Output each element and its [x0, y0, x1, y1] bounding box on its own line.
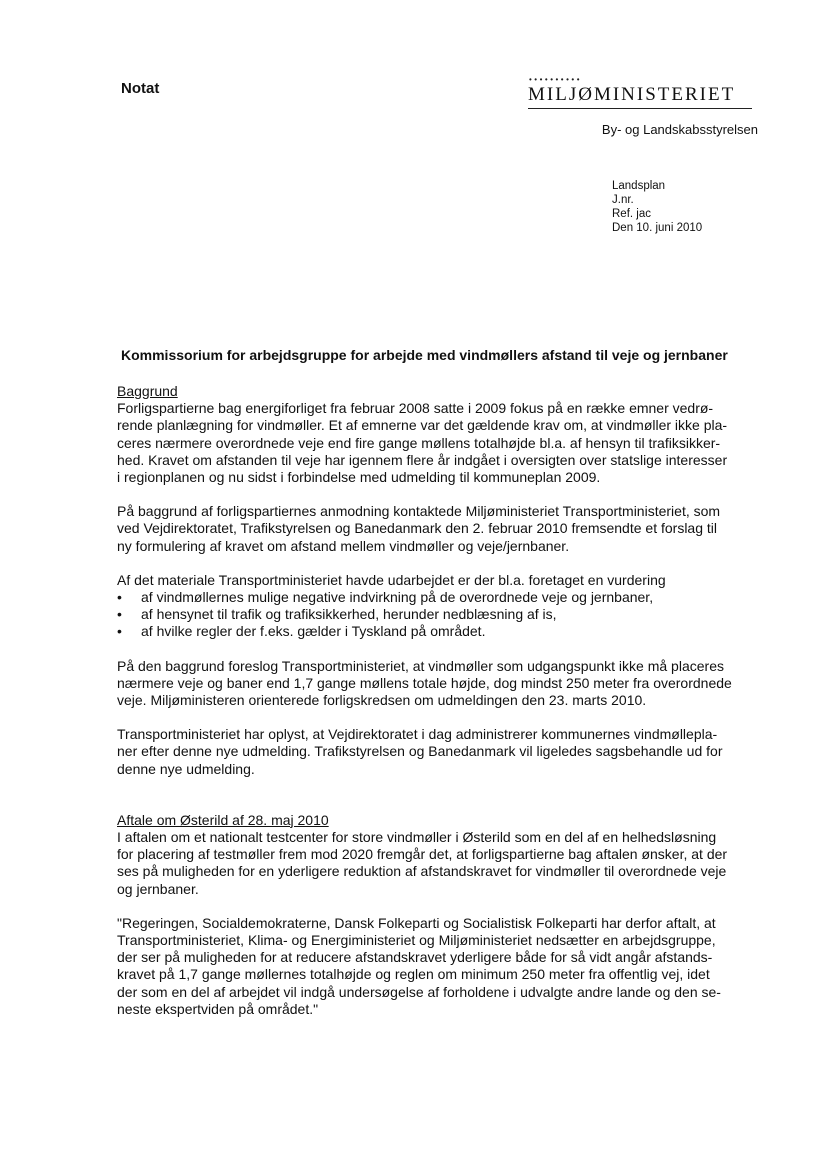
meta-ref: Ref. jac [612, 208, 651, 220]
text-line: I aftalen om et nationalt testcenter for store vindmøller i Østerild som en del af en helhedsløsning [117, 829, 717, 846]
text-line: ner efter denne nye udmelding. Trafikstyrelsen og Banedanmark vil ligeledes sagsbehandle ud for [117, 743, 723, 760]
quote-paragraph [117, 915, 767, 1018]
meta-jnr: J.nr. [612, 194, 634, 206]
text-line: Transportministeriet, Klima- og Energiministeriet og Miljøministeriet nedsætter en arbejdsgruppe, [117, 932, 716, 949]
paragraph-administration [117, 726, 767, 778]
text-line: ny formulering af kravet om afstand mellem vindmøller og veje/jernbaner. [117, 537, 570, 554]
text-line: denne nye udmelding. [117, 760, 255, 777]
ministry-logo [528, 76, 754, 109]
bullet-icon: • [117, 623, 122, 640]
list-item: • af vindmøllernes mulige negative indvirkning på de overordnede veje og jernbaner, [117, 589, 654, 606]
document-title: Kommissorium for arbejdsgruppe for arbejde med vindmøllers afstand til veje og jernbaner [121, 347, 728, 363]
text-line: Forligspartierne bag energiforliget fra februar 2008 satte i 2009 fokus på en række emner vedrø- [117, 400, 714, 417]
logo-text: MILJØMINISTERIET [528, 84, 736, 105]
paragraph-baggrund [117, 400, 767, 486]
text-line: for placering af testmøller frem mod 2020 fremgår det, at forligspartierne bag aftalen ønsker, at der [117, 846, 728, 863]
text-line: neste ekspertviden på området." [117, 1000, 319, 1017]
text-line: "Regeringen, Socialdemokraterne, Dansk Folkeparti og Socialistisk Folkeparti har derfor aftalt, at [117, 914, 716, 931]
paragraph-aftale [117, 829, 767, 898]
agency-name: By- og Landskabsstyrelsen [601, 122, 758, 137]
paragraph-anmodning [117, 503, 767, 555]
list-item: • af hensynet til trafik og trafiksikkerhed, herunder nedblæsning af is, [117, 606, 557, 623]
list-item: • af hvilke regler der f.eks. gælder i Tyskland på området. [117, 623, 486, 640]
text-line: hed. Kravet om afstanden til veje har igennem flere år indgået i oversigten over statslige interesser [117, 451, 728, 468]
text-line: kravet på 1,7 gange møllernes totalhøjde og reglen om minimum 250 meter fra offentlig vej, idet [117, 966, 710, 983]
text-line: veje. Miljøministeren orienterede forligskredsen om udmeldingen den 23. marts 2010. [117, 692, 647, 709]
logo-dots: •••••••••• [529, 75, 583, 84]
text-line: Transportministeriet har oplyst, at Vejdirektoratet i dag administrerer kommunernes vindmøllepla- [117, 726, 718, 743]
logo-rule [528, 108, 752, 109]
text-line: der som en del af arbejdet vil indgå undersøgelse af forholdene i udvalgte andre lande og den se- [117, 983, 721, 1000]
meta-department: Landsplan [612, 180, 666, 192]
text-line: ses på muligheden for en yderligere reduktion af afstandskravet for vindmøller til overordnede veje [117, 863, 727, 880]
text-line: På den baggrund foreslog Transportministeriet, at vindmøller som udgangspunkt ikke må placeres [117, 657, 724, 674]
bullet-icon: • [117, 589, 122, 606]
text-line: ceres nærmere overordnede veje end fire gange møllens totalhøjde bl.a. af hensyn til trafiksikker- [117, 434, 721, 451]
paragraph-vurdering-intro: Af det materiale Transportministeriet havde udarbejdet er der bl.a. foretaget en vurdering [117, 571, 666, 588]
text-line: På baggrund af forligspartiernes anmodning kontaktede Miljøministeriet Transportministeriet, som [117, 503, 721, 520]
meta-date: Den 10. juni 2010 [612, 222, 703, 234]
assessment-list [117, 589, 767, 641]
section-heading-baggrund: Baggrund [117, 383, 178, 399]
document-body [117, 383, 767, 1018]
document-meta [612, 179, 702, 235]
text-line: nærmere veje og baner end 1,7 gange møllens totale højde, dog mindst 250 meter fra overordnede [117, 674, 732, 691]
text-line: i regionplanen og nu sidst i forbindelse med udmelding til kommuneplan 2009. [117, 469, 601, 486]
doc-type-label: Notat [121, 80, 160, 97]
bullet-icon: • [117, 606, 122, 623]
text-line: rende planlægning for vindmøller. Et af emnerne var det gældende krav om, at vindmøller ikke pla- [117, 417, 728, 434]
paragraph-forslag [117, 658, 767, 710]
text-line: ved Vejdirektoratet, Trafikstyrelsen og Banedanmark den 2. februar 2010 fremsendte et forslag til [117, 520, 717, 537]
text-line: og jernbaner. [117, 880, 199, 897]
text-line: der ser på muligheden for at reducere afstandskravet yderligere både for så vidt angår afstands- [117, 949, 713, 966]
section-heading-aftale: Aftale om Østerild af 28. maj 2010 [117, 811, 329, 828]
